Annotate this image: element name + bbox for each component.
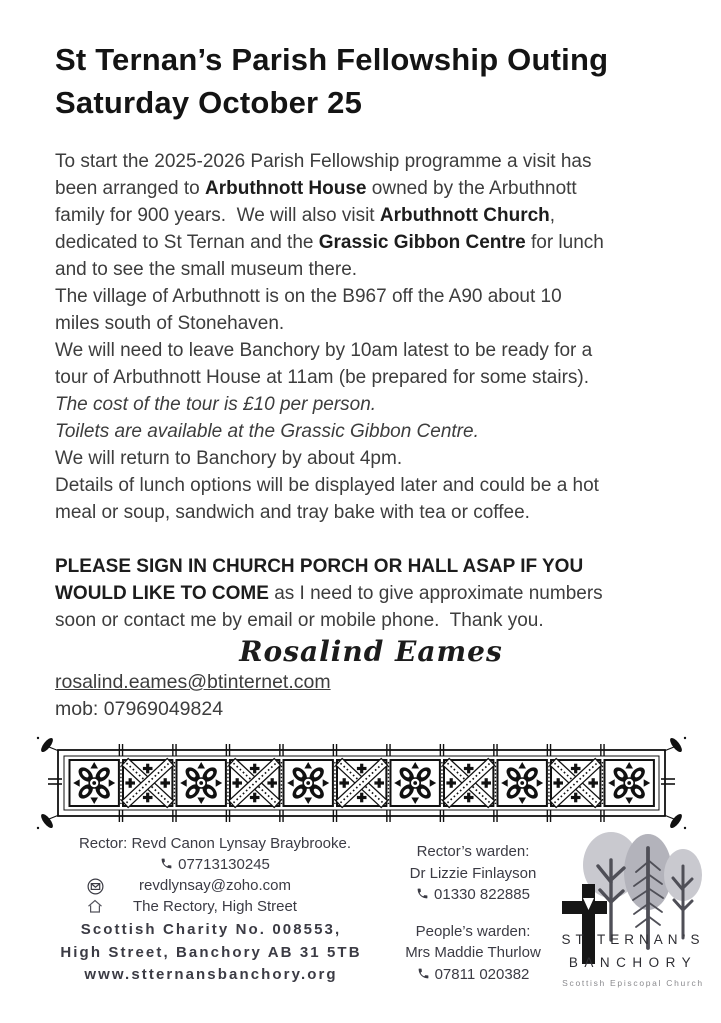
- title-line-1: St Ternan’s Parish Fellowship Outing: [55, 42, 609, 77]
- body-line: miles south of Stonehaven.: [55, 313, 285, 334]
- page-title: [55, 38, 687, 124]
- body-line: been arranged to Arbuthnott House owned by the Arbuthnott: [55, 178, 577, 199]
- warden-phone-row: [388, 884, 558, 907]
- charity-number: Scottish Charity No. 008553,: [80, 921, 342, 938]
- body-line: We will need to leave Banchory by 10am latest to be ready for a: [55, 340, 593, 361]
- wardens-block: [388, 841, 558, 986]
- rector-phone-row: [55, 855, 375, 877]
- rector-phone: 07713130245: [178, 855, 270, 873]
- email-link[interactable]: rosalind.eames@btinternet.com: [55, 671, 331, 693]
- rector-email: revdlynsay@zoho.com: [139, 877, 291, 894]
- ornamental-border: [34, 734, 687, 833]
- body-line: Toilets are available at the Grassic Gibbon Centre.: [55, 421, 479, 442]
- body-line: Details of lunch options will be displayed later and could be a hot: [55, 475, 599, 496]
- logo-denomination-line: Scottish Episcopal Church: [562, 978, 704, 988]
- logo-name-line: ST TERNAN’S: [561, 932, 705, 947]
- body-line: To start the 2025-2026 Parish Fellowship programme a visit has: [55, 151, 592, 172]
- main-content: [55, 38, 687, 723]
- body-line: soon or contact me by email or mobile phone. Thank you.: [55, 610, 544, 631]
- phone-icon: [417, 965, 430, 987]
- body-line: and to see the small museum there.: [55, 259, 358, 280]
- body-line: We will return to Banchory by about 4pm.: [55, 448, 403, 469]
- charity-address: High Street, Banchory AB 31 5TB: [60, 943, 362, 961]
- body-text: [55, 148, 687, 634]
- rector-email-row: [55, 876, 375, 897]
- body-line: dedicated to St Ternan and the Grassic Gibbon Centre for lunch: [55, 232, 604, 253]
- logo-place-line: BANCHORY: [568, 955, 698, 970]
- warden-title: People’s warden:: [415, 922, 531, 940]
- rector-address: The Rectory, High Street: [133, 897, 297, 915]
- rectors-warden: [388, 841, 558, 907]
- rector-contact-block: [55, 834, 375, 917]
- body-line: The village of Arbuthnott is on the B967 off the A90 about 10: [55, 286, 562, 307]
- home-icon: [87, 899, 103, 921]
- warden-phone-row: [388, 964, 558, 987]
- phone-icon: [160, 856, 173, 877]
- church-logo: [549, 820, 717, 1015]
- charity-block: [36, 919, 386, 987]
- body-line: tour of Arbuthnott House at 11am (be prepared for some stairs).: [55, 367, 590, 388]
- body-line: The cost of the tour is £10 per person.: [55, 394, 377, 415]
- warden-title: Rector’s warden:: [416, 843, 530, 860]
- charity-website: www.stternansbanchory.org: [84, 966, 338, 983]
- body-line: meal or soup, sandwich and tray bake with tea or coffee.: [55, 502, 530, 523]
- body-line: PLEASE SIGN IN CHURCH PORCH OR HALL ASAP IF YOU: [55, 556, 584, 577]
- signature: Rosalind Eames: [239, 635, 503, 668]
- warden-name: Mrs Maddie Thurlow: [405, 944, 541, 961]
- email-line: [55, 669, 687, 696]
- body-line: WOULD LIKE TO COME as I need to give approximate numbers: [55, 583, 603, 604]
- rector-address-row: [55, 897, 375, 918]
- peoples-warden: [388, 921, 558, 987]
- warden-phone: 01330 822885: [434, 886, 530, 903]
- phone-icon: [416, 885, 429, 907]
- warden-name: Dr Lizzie Finlayson: [409, 864, 537, 882]
- mobile-number: mob: 07969049824: [55, 698, 224, 720]
- body-line: [55, 526, 687, 553]
- warden-phone: 07811 020382: [434, 965, 530, 983]
- rector-name: Rector: Revd Canon Lynsay Braybrooke.: [78, 835, 352, 852]
- body-line: family for 900 years. We will also visit Arbuthnott Church,: [55, 205, 556, 226]
- title-line-2: Saturday October 25: [55, 85, 363, 120]
